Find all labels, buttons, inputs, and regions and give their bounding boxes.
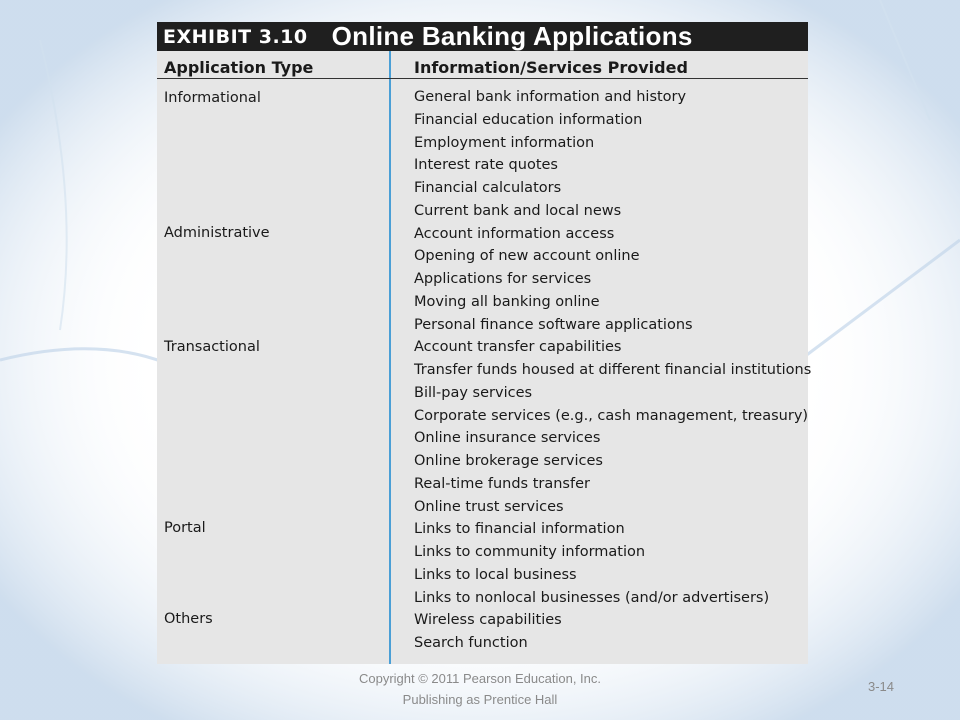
service-item: Interest rate quotes — [414, 157, 558, 174]
service-item: Online brokerage services — [414, 453, 603, 469]
service-item: Search function — [414, 635, 528, 651]
service-item: Links to community information — [414, 544, 646, 560]
column-divider — [389, 51, 391, 664]
type-transactional: Transactional — [164, 339, 260, 355]
exhibit-number: EXHIBIT 3.10 — [163, 25, 308, 48]
service-item: Links to local business — [414, 566, 577, 583]
service-item: Current bank and local news — [414, 202, 622, 219]
service-item: Account transfer capabilities — [414, 339, 622, 356]
application-type-header: Application Type — [164, 58, 314, 77]
type-portal: Portal — [164, 520, 206, 536]
service-item: Real-time funds transfer — [414, 475, 590, 492]
service-item: Financial education information — [414, 111, 643, 128]
copyright-notice — [300, 668, 660, 710]
service-item: Applications for services — [414, 271, 592, 287]
service-item: Bill-pay services — [414, 384, 533, 401]
service-item: Moving all banking online — [414, 293, 600, 310]
service-item: Online trust services — [414, 498, 564, 515]
type-informational: Informational — [164, 90, 261, 106]
copyright-line-2: Publishing as Prentice Hall — [402, 692, 558, 707]
service-item: Transfer funds housed at different financial institutions — [414, 362, 812, 378]
type-administrative: Administrative — [164, 225, 270, 241]
service-item: Online insurance services — [414, 430, 601, 447]
copyright-line-1: Copyright © 2011 Pearson Education, Inc. — [358, 671, 602, 686]
service-item: Financial calculators — [414, 180, 562, 196]
slide-number: 3-14 — [868, 679, 895, 694]
service-item: Account information access — [414, 225, 615, 242]
exhibit-header — [157, 22, 808, 51]
type-others: Others — [164, 611, 213, 627]
service-item: Wireless capabilities — [414, 612, 562, 629]
exhibit-table — [157, 21, 812, 664]
service-item: Links to financial information — [414, 521, 625, 538]
service-item: Opening of new account online — [414, 248, 640, 265]
service-item: Personal finance software applications — [414, 316, 693, 333]
service-item: Corporate services (e.g., cash management, treasury) — [414, 407, 809, 424]
service-item: General bank information and history — [414, 89, 687, 105]
services-header: Information/Services Provided — [414, 58, 688, 77]
exhibit-title: Online Banking Applications — [331, 21, 693, 51]
service-item: Employment information — [414, 134, 595, 151]
service-item: Links to nonlocal businesses (and/or advertisers) — [414, 589, 770, 606]
header-rule — [157, 78, 808, 79]
